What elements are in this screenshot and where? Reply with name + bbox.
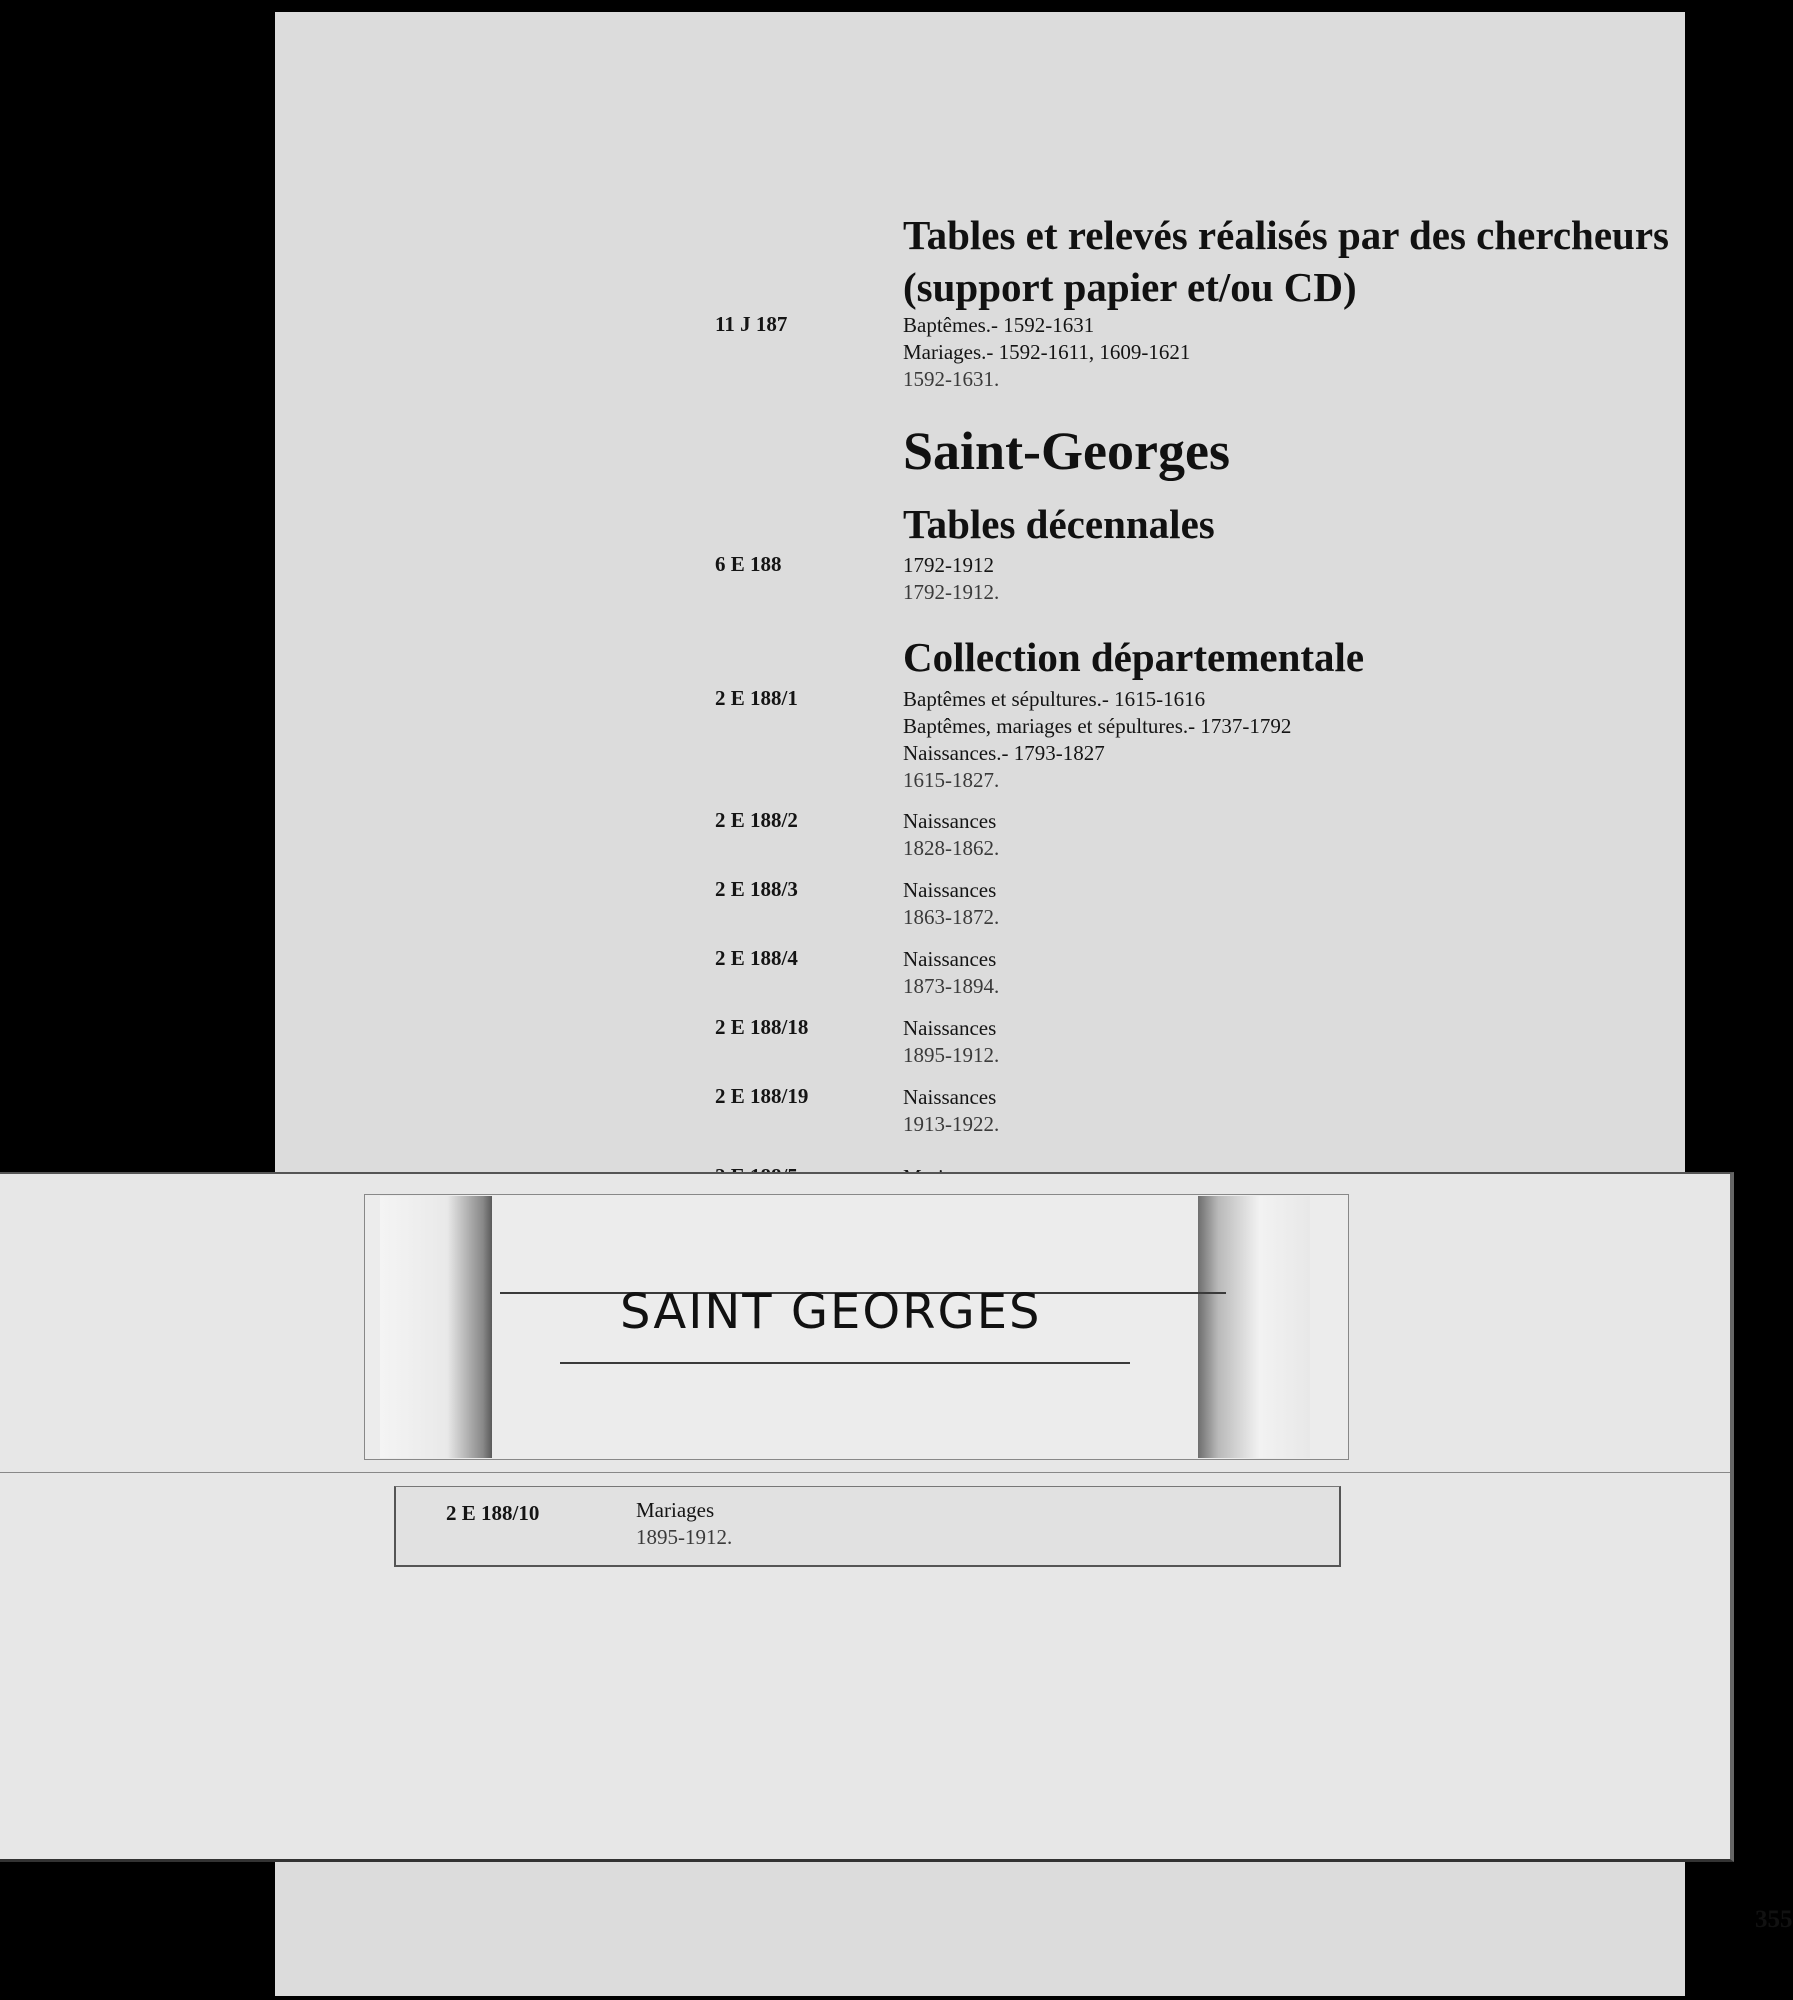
folder-label-band	[0, 1174, 1730, 1473]
entry-cote: 2 E 188/2	[715, 808, 798, 832]
commune-title: Saint-Georges	[903, 421, 1230, 481]
entry-line: Naissances	[903, 1085, 997, 1109]
entry-description	[903, 686, 1291, 794]
entry-line: Mariages	[636, 1498, 715, 1522]
entry-description	[636, 1497, 732, 1551]
entry-cote: 11 J 187	[715, 312, 788, 336]
entry-description	[903, 877, 999, 931]
entry-cote: 2 E 188/4	[715, 946, 798, 970]
folder-label: SAINT GEORGES	[620, 1284, 1042, 1340]
entry-line: Naissances	[903, 878, 997, 902]
entry-dates: 1863-1872.	[903, 905, 1000, 929]
entry-description	[903, 312, 1190, 393]
entry-cote: 2 E 188/10	[446, 1501, 540, 1525]
section-tables-decennales: Tables décennales	[903, 501, 1215, 547]
section-collection-departementale: Collection départementale	[903, 634, 1365, 680]
entry-dates: 1913-1922.	[903, 1112, 1000, 1136]
research-heading-line1: Tables et relevés réalisés par des chercheurs	[903, 212, 1669, 258]
entry-cote: 2 E 188/1	[715, 686, 798, 710]
ribbon-fold-left	[380, 1196, 492, 1458]
ribbon-fold-right	[1198, 1196, 1310, 1458]
entry-description	[903, 552, 999, 606]
entry-cote: 6 E 188	[715, 552, 782, 576]
entry-cote: 2 E 188/18	[715, 1015, 809, 1039]
entry-description	[903, 946, 999, 1000]
entry-cote: 2 E 188/19	[715, 1084, 809, 1108]
entry-cote: 2 E 188/3	[715, 877, 798, 901]
entry-dates: 1828-1862.	[903, 836, 1000, 860]
label-rule-bottom	[560, 1362, 1130, 1364]
entry-dates: 1895-1912.	[903, 1043, 1000, 1067]
research-heading	[903, 209, 1669, 313]
entry-line: Naissances	[903, 809, 997, 833]
entry-line: Naissances	[903, 1016, 997, 1040]
entry-line: Mariages.- 1592-1611, 1609-1621	[903, 340, 1191, 364]
entry-description	[903, 1015, 999, 1069]
research-heading-line2: (support papier et/ou CD)	[903, 264, 1357, 310]
folder-overlay	[0, 1172, 1734, 1862]
entry-dates: 1792-1912.	[903, 580, 1000, 604]
page-number: 355	[1755, 1906, 1793, 1933]
entry-dates: 1592-1631.	[903, 367, 1000, 391]
entry-dates: 1873-1894.	[903, 974, 1000, 998]
entry-line: 1792-1912	[903, 553, 994, 577]
entry-description	[903, 1084, 999, 1138]
entry-line: Baptêmes et sépultures.- 1615-1616	[903, 687, 1206, 711]
entry-line: Baptêmes, mariages et sépultures.- 1737-1792	[903, 714, 1292, 738]
entry-line: Baptêmes.- 1592-1631	[903, 313, 1095, 337]
entry-line: Naissances.- 1793-1827	[903, 741, 1105, 765]
entry-description	[903, 808, 999, 862]
entry-line: Naissances	[903, 947, 997, 971]
slip-entry	[394, 1486, 1341, 1567]
entry-dates: 1615-1827.	[903, 768, 1000, 792]
entry-dates: 1895-1912.	[636, 1525, 733, 1549]
